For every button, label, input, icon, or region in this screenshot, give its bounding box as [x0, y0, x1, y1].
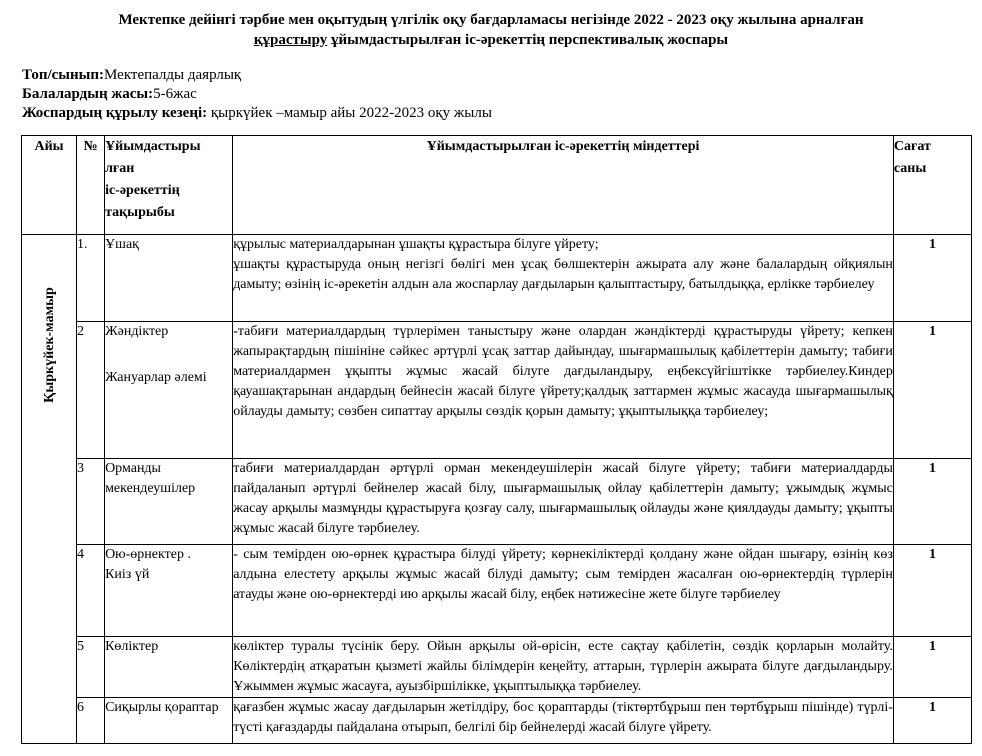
meta-period-value: қыркүйек –мамыр айы 2022-2023 оқу жылы [207, 105, 492, 121]
meta-age [22, 85, 492, 104]
row-hours: 1 [893, 637, 971, 698]
row-hours: 1 [893, 235, 971, 322]
row-topic: Сиқырлы қораптар [105, 698, 233, 744]
row-topic: Көліктер [105, 637, 233, 698]
table-header-row [22, 136, 972, 235]
header-month: Айы [22, 136, 77, 235]
title-line-1: Мектепке дейінгі тәрбие мен оқытудың үлгілік оқу бағдарламасы негізінде 2022 - 2023 оқу жылына арналған [118, 12, 864, 28]
header-hours-l2: саны [893, 161, 927, 176]
title-line-2 [0, 30, 982, 50]
header-tasks: Ұйымдастырылған іс-әрекеттің міндеттері [233, 136, 894, 235]
header-hours [893, 136, 971, 235]
row-topic: Орманды мекендеушілер [105, 459, 233, 545]
row-num: 6 [77, 698, 105, 744]
row-topic-secondary: Жануарлар әлемі [105, 370, 207, 385]
row-topic: Ұшақ [105, 235, 233, 322]
header-num: № [77, 136, 105, 235]
row-task: көліктер туралы түсінік беру. Ойын арқылы ой-өрісін, есте сақтау қабілетін, сөздік қорларын молайту. Көліктердің атқаратын қызметі жайлы білімдерін кеңейту, аттарын, түрлерін ажырата білуге дағдыландыру. Ұжыммен жұмыс жасауға, ауызбіршілікке, ұқыптылыққа тәрбиелеу. [233, 637, 894, 698]
meta-group-label: Топ/сынып: [22, 67, 105, 83]
table-row [22, 322, 972, 459]
row-task: - сым темірден ою-өрнек құрастыра білуді үйрету; көрнекіліктерді қолдану және ойдан шығару, өзінің көз алдына елестету арқылы жұмыс жасай білуді дамыту; сым темірден жасалған ою-өрнектердің түрлерін атауды және ою-өрнектерді ию арқылы жасай білу, еңбек нәтижесіне жете білуге тәрбиелеу [233, 545, 894, 637]
document-title [0, 10, 982, 50]
row-num: 3 [77, 459, 105, 545]
month-value: Қыркүйек-мамыр [41, 287, 57, 403]
row-task: табиғи материалдардан әртүрлі орман мекендеушілерін жасай білуге үйрету; табиғи материалдарды пайдаланып әртүрлі бейнелер жасай білу, шығармашылық ойлау қабілеттерін дамыту; ұжымдық жұмыс жасау арқылы мазмұнды құрастыруға қозғау салу, шығармашылық ойлауды және қиялдауды дамыту; ұқыпты жұмыс жасай білуге тәрбиелеу. [233, 459, 894, 545]
row-topic-primary: Ою-өрнектер . [105, 547, 191, 562]
table-row [22, 459, 972, 545]
row-task: -табиғи материалдардың түрлерімен таныстыру және олардан жәндіктерді құрастыруды үйрету; кепкен жапырақтардың пішініне сәйкес әртүрлі ұсақ заттар дайындау, шығармашылық қабілеттерін дамыту; табиғи материалдармен ұқыпты жұмыс жасай білуге дағдыландыру, еңбексүйгіштікке тәрбиелеу.Киндер қауашақтарынан андардың бейнесін жасай білуге үйрету;қалдық заттармен жұмыс жасауда шығармашылық ойлауды дамыту; сөзбен сипаттау арқылы сөздік қорын дамыту; ұқыптылыққа тәрбиелеу; [233, 322, 894, 459]
row-task: қағазбен жұмыс жасау дағдыларын жетілдіру, бос қораптарды (тіктөртбұрыш пен төртбұрыш пішінде) түрлі-түсті қағаздарды пайдалана отырып, белгілі бір бейнелерді жасай білуге үйрету. [233, 698, 894, 744]
row-topic [105, 322, 233, 459]
row-task [233, 235, 894, 322]
meta-period-label: Жоспардың құрылу кезеңі: [22, 105, 208, 121]
row-task-line: құрылыс материалдарынан ұшақты құрастыра білуге үйрету; [233, 237, 599, 252]
row-num: 4 [77, 545, 105, 637]
row-num: 1. [77, 235, 105, 322]
row-hours: 1 [893, 545, 971, 637]
meta-group-value: Мектепалды даярлық [104, 67, 242, 83]
row-topic [105, 545, 233, 637]
row-topic-primary: Жәндіктер [105, 324, 169, 339]
header-topic-l1: Ұйымдастыры [105, 139, 201, 154]
meta-age-value: 5-6жас [153, 86, 197, 102]
title-line-2-rest: ұйымдастырылған іс-әрекеттің перспективалық жоспары [327, 32, 729, 48]
row-hours: 1 [893, 322, 971, 459]
table-row [22, 637, 972, 698]
row-topic-secondary: Киіз үй [105, 567, 150, 582]
header-topic-l2: лған [105, 161, 135, 176]
meta-group [22, 66, 492, 85]
table-row [22, 698, 972, 744]
header-topic-l4: тақырыбы [105, 205, 175, 220]
document-meta [22, 66, 492, 123]
header-topic-l3: іс-әрекеттің [105, 183, 180, 198]
meta-age-label: Балалардың жасы: [22, 86, 154, 102]
row-num: 2 [77, 322, 105, 459]
row-hours: 1 [893, 459, 971, 545]
row-hours: 1 [893, 698, 971, 744]
month-cell [22, 235, 77, 744]
meta-period [22, 104, 492, 123]
table-row [22, 545, 972, 637]
row-task-line: ұшақты құрастыруда оның негізгі бөлігі мен ұсақ бөлшектерін ажырата алу және балалардың ойқиялын дамыту; өзінің іс-әрекетін алдын ала жоспарлау дағдыларын қалыптастыру, батылдыққа, ерлікке тәрбиелеу [233, 257, 893, 292]
row-num: 5 [77, 637, 105, 698]
plan-table [21, 135, 972, 744]
header-topic [105, 136, 233, 235]
header-hours-l1: Сағат [893, 139, 931, 154]
table-row [22, 235, 972, 322]
title-underlined-word: құрастыру [253, 32, 328, 48]
